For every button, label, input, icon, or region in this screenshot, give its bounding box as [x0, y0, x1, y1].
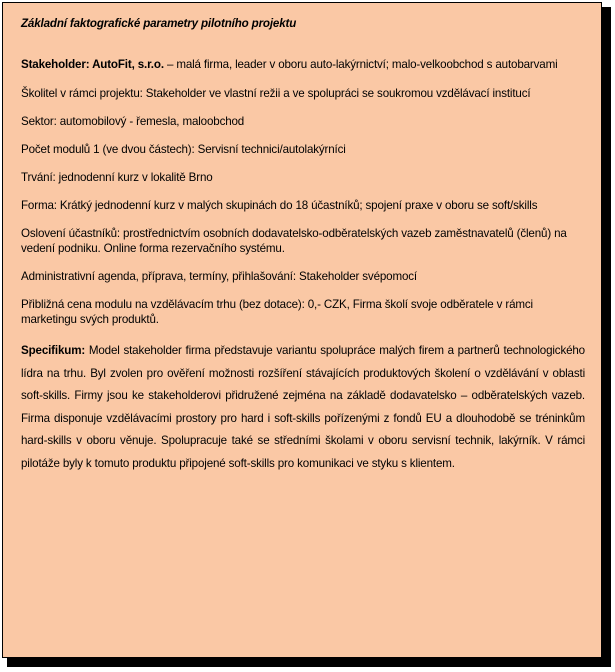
stakeholder-paragraph [21, 54, 585, 76]
stakeholder-label: Stakeholder: AutoFit, s.r.o. [21, 58, 164, 71]
specifikum-text: Model stakeholder firma představuje variantu spolupráce malých firem a partnerů technologického lídra na trhu. Byl zvolen pro ověření možnosti rozšíření stávajících produktových školení o vzdělávání v oblasti soft-skills. Firmy jsou ke stakeholderovi přidružené zejména na základě dodavatelsko – odběratelských vazeb. Firma disponuje vzdělávacími prostory pro hard i soft-skills pořízenými z fondů EU a dlouhodobě se tréninkům hard-skills v oboru věnuje. Spolupracuje také se středními školami v oboru servisní technik, lakýrník. V rámci pilotáže byly k tomuto produktu připojené soft-skills pro komunikaci ve styku s klientem. [21, 344, 585, 470]
pocet-modulu-paragraph: Počet modulů 1 (ve dvou částech): Servisní technici/autolakýrníci [21, 143, 346, 156]
osloveni-paragraph: Oslovení účastníků: prostřednictvím osobních dodavatelsko-odběratelských vazeb zaměstnavatelů (členů) na vedení podniku. Online forma rezervačního systému. [21, 227, 567, 255]
skolitel-paragraph: Školitel v rámci projektu: Stakeholder ve vlastní režii a ve spolupráci se soukromou vzdělávací institucí [21, 87, 531, 100]
trvani-paragraph: Trvání: jednodenní kurz v lokalitě Brno [21, 171, 213, 184]
specifikum-paragraph [21, 340, 585, 475]
cena-paragraph: Přibližná cena modulu na vzdělávacím trhu (bez dotace): 0,- CZK, Firma školí svoje odběratele v rámci marketingu svých produktů. [21, 298, 533, 326]
stakeholder-text: – malá firma, leader v oboru auto-lakýrnictví; malo-velkoobchod s autobarvami [163, 58, 558, 71]
specifikum-label: Specifikum: [21, 344, 86, 357]
sektor-paragraph: Sektor: automobilový - řemesla, maloobchod [21, 115, 245, 128]
box-title: Základní faktografické parametry pilotního projektu [21, 17, 297, 30]
forma-paragraph: Forma: Krátký jednodenní kurz v malých skupinách do 18 účastníků; spojení praxe v oboru se soft/skills [21, 199, 538, 212]
agenda-paragraph: Administrativní agenda, příprava, termíny, přihlašování: Stakeholder svépomocí [21, 270, 418, 283]
parameters-box [2, 2, 602, 658]
